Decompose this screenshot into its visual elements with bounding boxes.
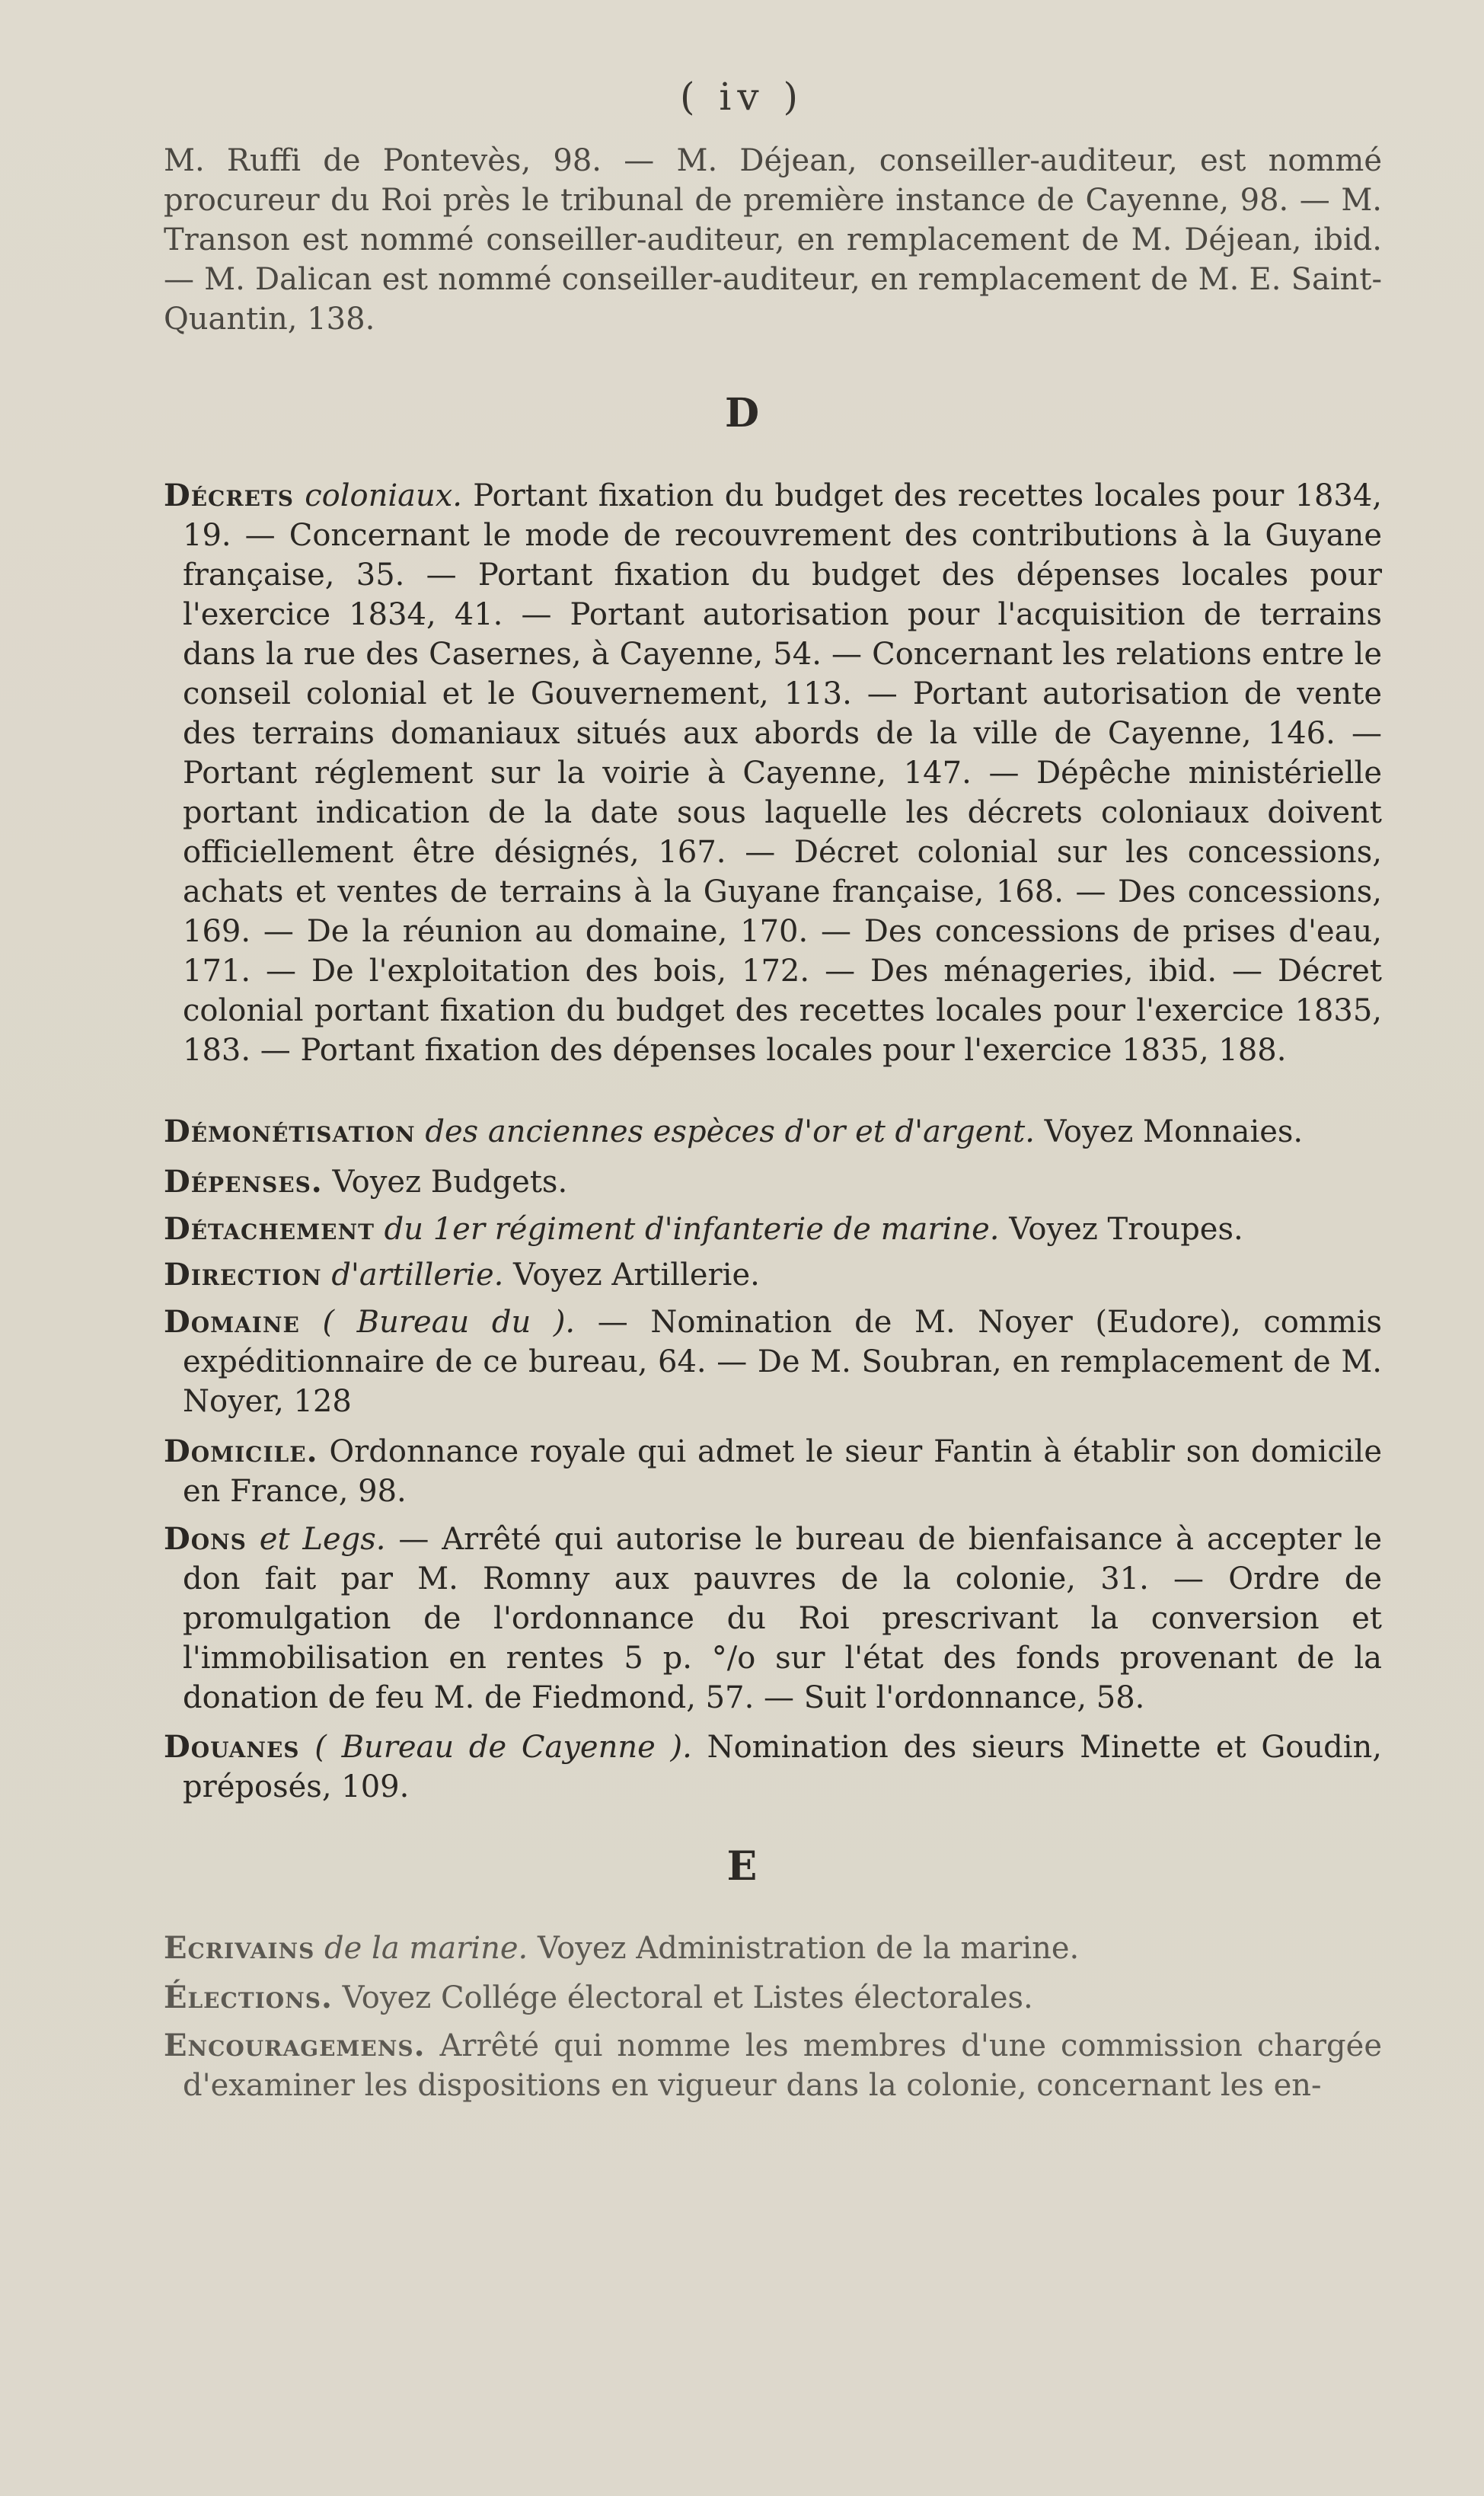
- entry-heading: Élections.: [164, 1980, 333, 2015]
- index-entry-dons: [164, 1520, 1382, 1718]
- entry-text: Voyez Monnaies.: [1044, 1114, 1304, 1149]
- index-entry-domicile: [164, 1432, 1382, 1511]
- index-entry-elections: [164, 1978, 1382, 2018]
- entry-text: Voyez Artillerie.: [513, 1258, 760, 1293]
- index-entry-douanes: [164, 1727, 1382, 1807]
- entry-heading: Ecrivains: [164, 1930, 315, 1966]
- entry-heading: Démonétisation: [164, 1114, 416, 1149]
- entry-text: Ordonnance royale qui admet le sieur Fantin à établir son domicile en France, 98.: [183, 1434, 1383, 1509]
- entry-heading: Dons: [164, 1521, 247, 1557]
- entry-qualifier: du 1er régiment d'infanterie de marine.: [384, 1212, 1000, 1247]
- page-folio: ( iv ): [679, 75, 805, 119]
- entry-heading: Direction: [164, 1257, 322, 1293]
- entry-text: — Nomination de M. Noyer (Eudore), commis expéditionnaire de ce bureau, 64. — De M. Soubran, en remplacement de M. Noyer, 128: [183, 1305, 1383, 1419]
- entry-heading: Domaine: [164, 1304, 300, 1340]
- index-entry-encouragemens: [164, 2026, 1382, 2105]
- entry-heading: Dépenses.: [164, 1164, 323, 1200]
- index-entry-direction: [164, 1255, 1382, 1295]
- entry-qualifier: ( Bureau du ).: [322, 1305, 576, 1340]
- index-entry-ecrivains: [164, 1929, 1382, 1968]
- entry-text: Nomination des sieurs Minette et Goudin, préposés, 109.: [183, 1730, 1382, 1804]
- entry-text: Portant fixation du budget des recettes locales pour 1834, 19. — Concernant le mode de recouvrement des contributions à la Guyane française, 35. — Portant fixation du budget des dépenses locales pour l'exercice 1834, 41. — Portant autorisation pour l'acquisition de terrains dans la rue des Casernes, à Cayenne, 54. — Concernant les relations entre le conseil colonial et le Gouvernement, 113. — Portant autorisation de vente des terrains domaniaux situés aux abords de la ville de Cayenne, 146. — Portant réglement sur la voirie à Cayenne, 147. — Dépêche ministérielle portant indication de la date sous laquelle les décrets coloniaux doivent officiellement être désignés, 167. — Décret colonial sur les concessions, achats et ventes de terrains à la Guyane française, 168. — Des concessions, 169. — De la réunion au domaine, 170. — Des concessions de prises d'eau, 171. — De l'exploitation des bois, 172. — Des ménageries, ibid. — Décret colonial portant fixation du budget des recettes locales pour l'exercice 1835, 183. — Portant fixation des dépenses locales pour l'exercice 1835, 188.: [183, 478, 1383, 1068]
- entry-qualifier: des anciennes espèces d'or et d'argent.: [425, 1114, 1035, 1149]
- index-entry-depenses: [164, 1162, 1382, 1202]
- entry-text: Voyez Budgets.: [332, 1165, 568, 1200]
- entry-text: — Arrêté qui autorise le bureau de bienfaisance à accepter le don fait par M. Romny aux pauvres de la colonie, 31. — Ordre de promulgation de l'ordonnance du Roi prescrivant la conversion et l'immobilisation en rentes 5 p. °/o sur l'état des fonds provenant de la donation de feu M. de Fiedmond, 57. — Suit l'ordonnance, 58.: [183, 1522, 1382, 1715]
- intro-paragraph: M. Ruffi de Pontevès, 98. — M. Déjean, conseiller-auditeur, est nommé procureur du Roi près le tribunal de première instance de Cayenne, 98. — M. Transon est nommé conseiller-auditeur, en remplacement de M. Déjean, ibid. — M. Dalican est nommé conseiller-auditeur, en remplacement de M. E. Saint-Quantin, 138.: [164, 143, 1382, 337]
- index-entry-demonetisation: [164, 1112, 1382, 1152]
- index-entry-decrets: [164, 476, 1382, 1070]
- entry-qualifier: d'artillerie.: [331, 1258, 504, 1293]
- entry-text: Arrêté qui nomme les membres d'une commission chargée d'examiner les dispositions en vigueur dans la colonie, concernant les en-: [183, 2028, 1382, 2103]
- entry-heading: Douanes: [164, 1729, 300, 1765]
- section-letter-e: E: [726, 1843, 758, 1890]
- entry-qualifier: ( Bureau de Cayenne ).: [314, 1730, 692, 1765]
- index-entry-detachement: [164, 1210, 1382, 1249]
- entry-heading: Encouragemens.: [164, 2028, 426, 2063]
- entry-heading: Détachement: [164, 1211, 375, 1247]
- entry-text: Voyez Troupes.: [1009, 1212, 1243, 1247]
- entry-heading: Décrets: [164, 478, 294, 513]
- entry-text: Voyez Administration de la marine.: [537, 1931, 1080, 1966]
- entry-qualifier: et Legs.: [259, 1522, 386, 1557]
- section-letter-d: D: [724, 390, 760, 436]
- entry-heading: Domicile.: [164, 1433, 318, 1469]
- entry-qualifier: de la marine.: [324, 1931, 528, 1966]
- index-entry-domaine: [164, 1302, 1382, 1421]
- entry-qualifier: coloniaux.: [305, 478, 463, 513]
- entry-text: Voyez Collége électoral et Listes électorales.: [342, 1980, 1033, 2015]
